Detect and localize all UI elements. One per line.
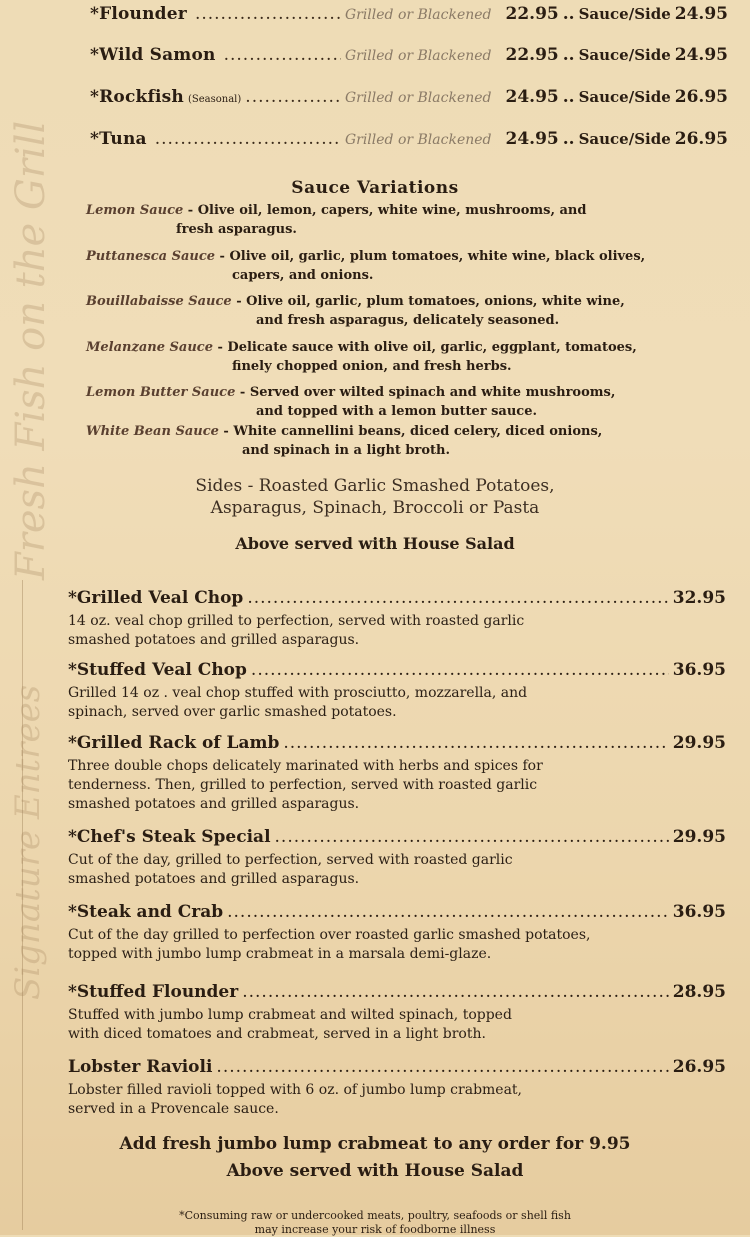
entree-price: 32.95 (672, 588, 726, 608)
sauce-desc-cont: and fresh asparagus, delicately seasoned. (256, 313, 560, 328)
entree-name: *Grilled Veal Chop (68, 588, 244, 608)
dot-leader (247, 588, 668, 608)
sauce-name: Lemon Sauce (86, 203, 184, 218)
entree-name: *Stuffed Veal Chop (68, 660, 247, 680)
consumption-warning (0, 1209, 750, 1237)
entree-item (68, 982, 726, 1044)
sauce-side-price: 24.95 (674, 45, 728, 65)
fish-price: 24.95 (505, 87, 559, 107)
sides-line: Asparagus, Spinach, Broccoli or Pasta (210, 498, 540, 518)
sauce-desc-cont: and spinach in a light broth. (242, 443, 451, 458)
dot-leader (242, 982, 669, 1002)
sauce-side-label: Sauce/Side (578, 130, 671, 148)
dot-leader (224, 45, 341, 65)
entree-desc: Cut of the day, grilled to perfection, served with roasted garlic (68, 852, 513, 868)
sauce-item (86, 292, 686, 330)
sauce-name: Bouillabaisse Sauce (86, 294, 232, 309)
fish-price: 22.95 (505, 4, 559, 24)
separator: .. (562, 45, 575, 65)
entree-price: 29.95 (672, 827, 726, 847)
entree-price: 28.95 (672, 982, 726, 1002)
sauce-side-price: 24.95 (674, 4, 728, 24)
sauce-desc-cont: finely chopped onion, and fresh herbs. (232, 359, 512, 374)
footnote-line: *Consuming raw or undercooked meats, poultry, seafoods or shell fish (179, 1209, 571, 1222)
fish-name: *Wild Samon (90, 45, 216, 65)
fish-style: Grilled or Blackened (344, 48, 492, 64)
entree-name: *Grilled Rack of Lamb (68, 733, 280, 753)
sauce-item (86, 201, 686, 239)
fish-style: Grilled or Blackened (344, 90, 492, 106)
sauce-desc: - Served over wilted spinach and white mushrooms, (235, 385, 616, 400)
entree-item (68, 588, 726, 650)
fish-item (90, 87, 728, 117)
entree-desc: with diced tomatoes and crabmeat, served in a light broth. (68, 1026, 486, 1042)
fish-item (90, 4, 728, 34)
sauce-item (86, 338, 686, 376)
entree-desc: spinach, served over garlic smashed potatoes. (68, 704, 397, 720)
sauce-item (86, 247, 686, 285)
sauce-desc: - Olive oil, lemon, capers, white wine, mushrooms, and (183, 203, 587, 218)
sauce-side-price: 26.95 (674, 87, 728, 107)
entree-name: Lobster Ravioli (68, 1057, 213, 1077)
sauce-side-label: Sauce/Side (578, 46, 671, 64)
footnote-line: may increase your risk of foodborne illness (254, 1223, 496, 1236)
section-watermark-fish: Fresh Fish on the Grill (8, 120, 54, 580)
sauce-desc-cont: fresh asparagus. (176, 222, 297, 237)
sauce-side-label: Sauce/Side (578, 88, 671, 106)
entree-item (68, 660, 726, 722)
sauce-desc: - White cannellini beans, diced celery, diced onions, (218, 424, 603, 439)
sauce-desc: - Delicate sauce with olive oil, garlic, eggplant, tomatoes, (212, 340, 637, 355)
fish-price: 22.95 (505, 45, 559, 65)
fish-item (90, 45, 728, 75)
fish-price: 24.95 (505, 129, 559, 149)
dot-leader (251, 660, 669, 680)
separator: .. (562, 4, 575, 24)
entree-name: *Steak and Crab (68, 902, 224, 922)
entree-desc: topped with jumbo lump crabmeat in a marsala demi-glaze. (68, 946, 492, 962)
sides-text (0, 475, 750, 519)
fish-name: *Rockfish (90, 87, 184, 107)
entree-desc: smashed potatoes and grilled asparagus. (68, 871, 360, 887)
separator: .. (562, 87, 575, 107)
entree-item (68, 827, 726, 889)
separator: .. (562, 129, 575, 149)
sauce-item (86, 422, 686, 460)
entree-desc: smashed potatoes and grilled asparagus. (68, 632, 360, 648)
dot-leader (227, 902, 669, 922)
sides-line: Sides - Roasted Garlic Smashed Potatoes, (195, 476, 555, 496)
entree-desc: Cut of the day grilled to perfection over roasted garlic smashed potatoes, (68, 927, 591, 943)
sauce-name: Lemon Butter Sauce (86, 385, 236, 400)
sauce-variations-heading: Sauce Variations (291, 178, 459, 198)
entree-desc: smashed potatoes and grilled asparagus. (68, 796, 360, 812)
sauce-desc: - Olive oil, garlic, plum tomatoes, white wine, black olives, (215, 249, 646, 264)
dot-leader (155, 129, 341, 149)
sauce-name: White Bean Sauce (86, 424, 219, 439)
fish-item (90, 129, 728, 159)
entree-desc: Stuffed with jumbo lump crabmeat and wilted spinach, topped (68, 1007, 512, 1023)
entree-desc: 14 oz. veal chop grilled to perfection, served with roasted garlic (68, 613, 525, 629)
dot-leader (275, 827, 669, 847)
entree-desc: Lobster filled ravioli topped with 6 oz. of jumbo lump crabmeat, (68, 1082, 523, 1098)
fish-season: (Seasonal) (188, 94, 242, 105)
house-salad-note: Above served with House Salad (235, 534, 515, 553)
fish-name: *Tuna (90, 129, 147, 149)
sauce-item (86, 383, 686, 421)
entree-item (68, 1057, 726, 1119)
dot-leader (283, 733, 668, 753)
sauce-desc: - Olive oil, garlic, plum tomatoes, onions, white wine, (231, 294, 625, 309)
sauce-side-label: Sauce/Side (578, 5, 671, 23)
entree-desc: tenderness. Then, grilled to perfection, served with roasted garlic (68, 777, 538, 793)
entree-desc: Three double chops delicately marinated with herbs and spices for (68, 758, 543, 774)
entree-name: *Chef's Steak Special (68, 827, 271, 847)
entree-price: 29.95 (672, 733, 726, 753)
entree-price: 26.95 (672, 1057, 726, 1077)
sauce-name: Melanzane Sauce (86, 340, 213, 355)
dot-leader (216, 1057, 668, 1077)
fish-style: Grilled or Blackened (344, 132, 492, 148)
section-watermark-entrees: Signature Entrees (8, 684, 48, 1000)
dot-leader (195, 4, 341, 24)
entree-item (68, 902, 726, 964)
fish-style: Grilled or Blackened (344, 7, 492, 23)
entree-name: *Stuffed Flounder (68, 982, 239, 1002)
entree-price: 36.95 (672, 660, 726, 680)
sauce-desc-cont: and topped with a lemon butter sauce. (256, 404, 538, 419)
sauce-desc-cont: capers, and onions. (232, 268, 374, 283)
entree-price: 36.95 (672, 902, 726, 922)
dot-leader (245, 87, 341, 107)
sauce-name: Puttanesca Sauce (86, 249, 216, 264)
sauce-side-price: 26.95 (674, 129, 728, 149)
fish-name: *Flounder (90, 4, 187, 24)
entree-desc: served in a Provencale sauce. (68, 1101, 279, 1117)
entree-desc: Grilled 14 oz . veal chop stuffed with prosciutto, mozzarella, and (68, 685, 528, 701)
house-salad-note: Above served with House Salad (226, 1161, 524, 1181)
entree-item (68, 733, 726, 814)
add-crab-note: Add fresh jumbo lump crabmeat to any order for 9.95 (119, 1134, 631, 1154)
